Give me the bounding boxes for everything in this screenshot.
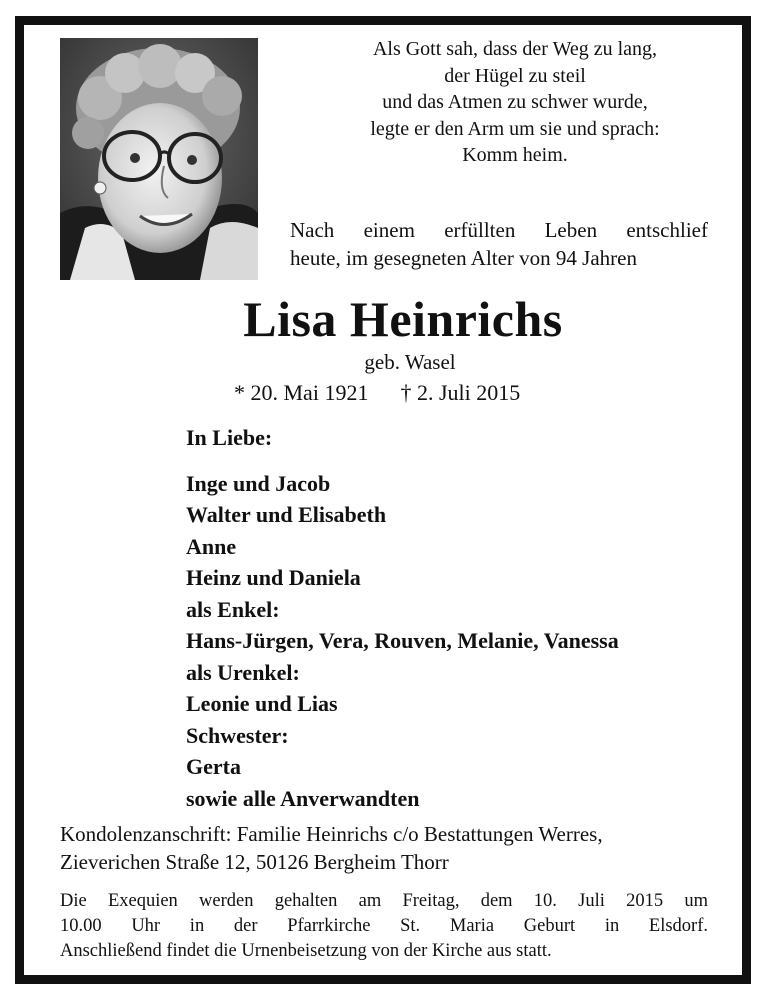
intro-line: heute, im gesegneten Alter von 94 Jahren [290,246,637,270]
birth-date: * 20. Mai 1921 [234,380,369,405]
mourner-line: Walter und Elisabeth [186,502,387,527]
poem-line: legte er den Arm um sie und sprach: [370,117,660,140]
address-line: Kondolenzanschrift: Familie Heinrichs c/o Bestattungen Werres, [60,822,603,846]
poem-line: und das Atmen zu schwer wurde, [382,91,648,113]
mourner-line: Anne [186,533,237,559]
mourner-line: Schwester: [186,722,289,748]
service-line: 10.00 Uhr in der Pfarrkirche St. Maria Geburt in Elsdorf. [60,916,708,936]
poem-line: der Hügel zu steil [444,64,586,87]
life-dates [234,380,520,406]
death-date: † 2. Juli 2015 [400,380,521,405]
poem [315,36,715,169]
mourner-line: Heinz und Daniela [186,565,361,590]
mourner-line: Inge und Jacob [186,470,331,496]
mourner-line: als Enkel: [186,596,280,622]
service-info [60,889,708,964]
service-line: Anschließend findet die Urnenbeisetzung von der Kirche aus statt. [60,941,552,961]
mourner-line: Leonie und Lias [186,691,338,716]
poem-line: Als Gott sah, dass der Weg zu lang, [372,38,658,60]
condolence-address [60,820,720,876]
poem-line: Komm heim. [462,144,568,166]
birth-name: geb. Wasel [364,350,456,374]
intro-text [290,216,708,272]
mourner-line: Gerta [186,754,241,779]
mourner-line: als Urenkel: [186,659,300,685]
deceased-name: Lisa Heinrichs [243,291,563,347]
mourner-line: sowie alle Anverwandten [186,785,420,811]
address-line: Zieverichen Straße 12, 50126 Bergheim Thorr [60,850,449,874]
portrait-image [60,38,258,280]
portrait-photo [60,38,258,280]
mourners-heading: In Liebe: [186,425,273,450]
intro-line: Nach einem erfüllten Leben entschlief [290,218,708,242]
mourner-line: Hans-Jürgen, Vera, Rouven, Melanie, Vanessa [186,628,619,653]
service-line: Die Exequien werden gehalten am Freitag, dem 10. Juli 2015 um [60,891,708,911]
mourners-list [186,422,716,814]
